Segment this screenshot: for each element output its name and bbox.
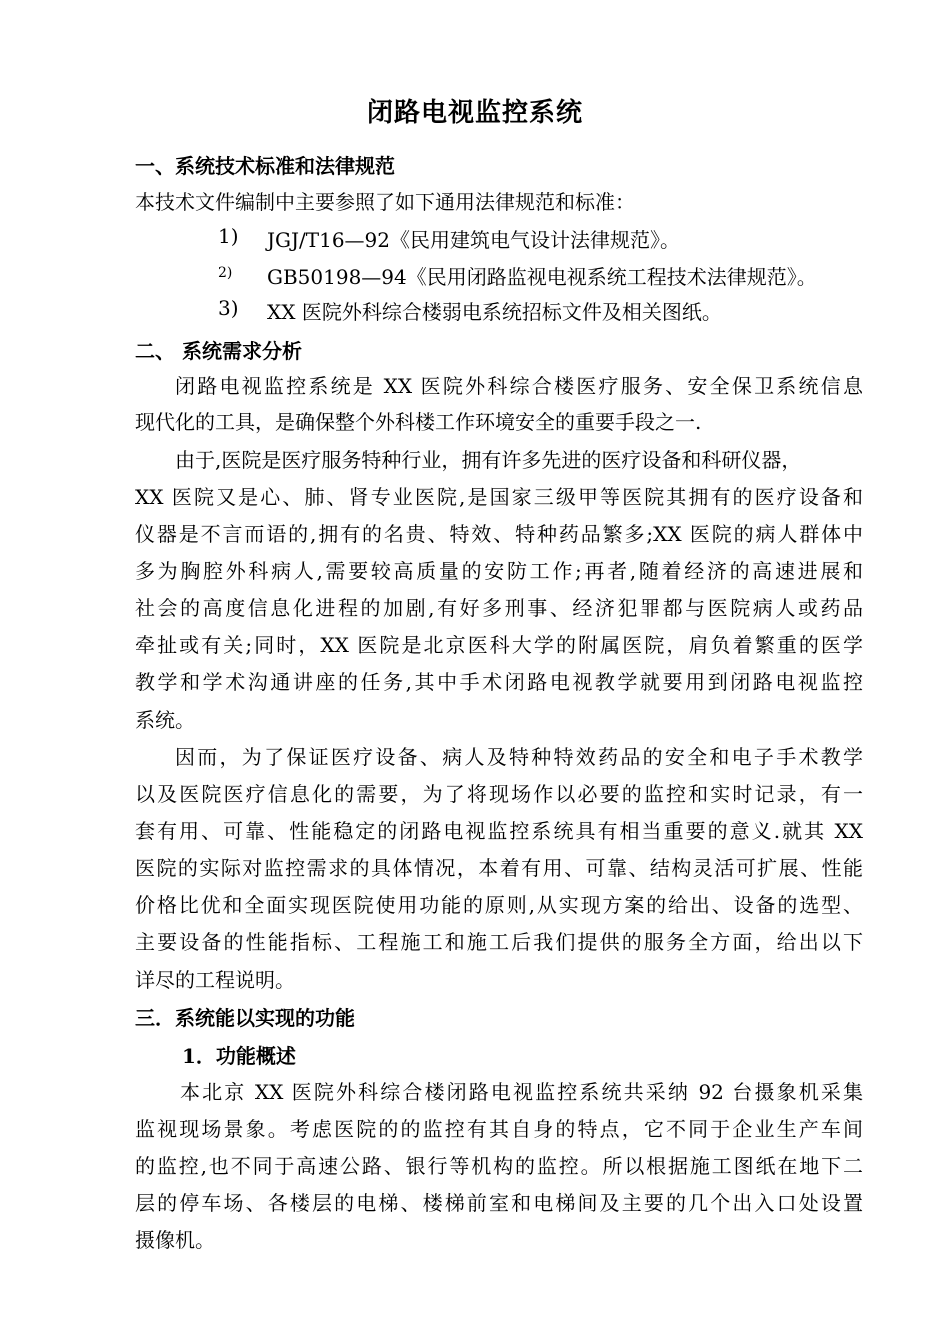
reference-number: 3) xyxy=(218,296,239,320)
paragraph-line: 因而，为了保证医疗设备、病人及特种特效药品的安全和电子手术教学 xyxy=(175,745,863,769)
paragraph-line: 本北京 XX 医院外科综合楼闭路电视监控系统共采纳 92 台摄象机采集 xyxy=(180,1080,863,1104)
paragraph-line: 详尽的工程说明。 xyxy=(135,968,295,992)
paragraph-line: 层的停车场、各楼层的电梯、楼梯前室和电梯间及主要的几个出入口处设置 xyxy=(135,1191,863,1215)
paragraph-line: 摄像机。 xyxy=(135,1228,215,1252)
paragraph-line: 教学和学术沟通讲座的任务,其中手术闭路电视教学就要用到闭路电视监控 xyxy=(135,670,863,694)
section-2-heading: 二、 系统需求分析 xyxy=(135,339,302,363)
document-title: 闭路电视监控系统 xyxy=(366,98,583,128)
paragraph-line: 牵扯或有关;同时，XX 医院是北京医科大学的附属医院，肩负着繁重的医学 xyxy=(135,633,863,657)
reference-item-2 xyxy=(0,261,950,291)
paragraph-line: 的监控,也不同于高速公路、银行等机构的监控。所以根据施工图纸在地下二 xyxy=(135,1154,863,1178)
section-1-intro: 本技术文件编制中主要参照了如下通用法律规范和标准： xyxy=(135,190,635,214)
reference-text: XX 医院外科综合楼弱电系统招标文件及相关图纸。 xyxy=(267,300,722,324)
paragraph-line: 多为胸腔外科病人,需要较高质量的安防工作;再者,随着经济的高速进展和 xyxy=(135,559,863,583)
section-1-heading: 一、系统技术标准和法律规范 xyxy=(135,154,395,178)
reference-number: 2) xyxy=(218,265,233,281)
reference-number: 1) xyxy=(218,224,239,248)
section-3-heading: 三．系统能以实现的功能 xyxy=(135,1006,355,1030)
paragraph-line: 闭路电视监控系统是 XX 医院外科综合楼医疗服务、安全保卫系统信息 xyxy=(175,374,863,398)
paragraph-line: 由于,医院是医疗服务特种行业，拥有许多先进的医疗设备和科研仪器， xyxy=(175,448,802,472)
paragraph-line: 监视现场景象。考虑医院的的监控有其自身的特点，它不同于企业生产车间 xyxy=(135,1117,863,1141)
section-3-subheading: 1．功能概述 xyxy=(182,1044,296,1068)
paragraph-line: 社会的高度信息化进程的加剧,有好多刑事、经济犯罪都与医院病人或药品 xyxy=(135,596,863,620)
reference-item-3 xyxy=(0,296,950,326)
paragraph-line: 系统。 xyxy=(135,708,195,732)
paragraph-line: 以及医院医疗信息化的需要，为了将现场作以必要的监控和实时记录，有一 xyxy=(135,782,863,806)
paragraph-line: XX 医院又是心、肺、肾专业医院,是国家三级甲等医院其拥有的医疗设备和 xyxy=(135,485,863,509)
reference-item-1 xyxy=(0,224,950,254)
reference-text: GB50198—94《民用闭路监视电视系统工程技术法律规范》。 xyxy=(267,265,817,289)
paragraph-line: 医院的实际对监控需求的具体情况，本着有用、可靠、结构灵活可扩展、性能 xyxy=(135,856,863,880)
paragraph-line: 主要设备的性能指标、工程施工和施工后我们提供的服务全方面，给出以下 xyxy=(135,930,863,954)
reference-text: JGJ/T16—92《民用建筑电气设计法律规范》。 xyxy=(267,228,680,252)
paragraph-line: 价格比优和全面实现医院使用功能的原则,从实现方案的给出、设备的选型、 xyxy=(135,893,863,917)
paragraph-line: 套有用、可靠、性能稳定的闭路电视监控系统具有相当重要的意义.就其 XX xyxy=(135,819,863,843)
paragraph-line: 仪器是不言而语的,拥有的名贵、特效、特种药品繁多;XX 医院的病人群体中 xyxy=(135,522,863,546)
paragraph-line: 现代化的工具，是确保整个外科楼工作环境安全的重要手段之一. xyxy=(135,410,702,434)
